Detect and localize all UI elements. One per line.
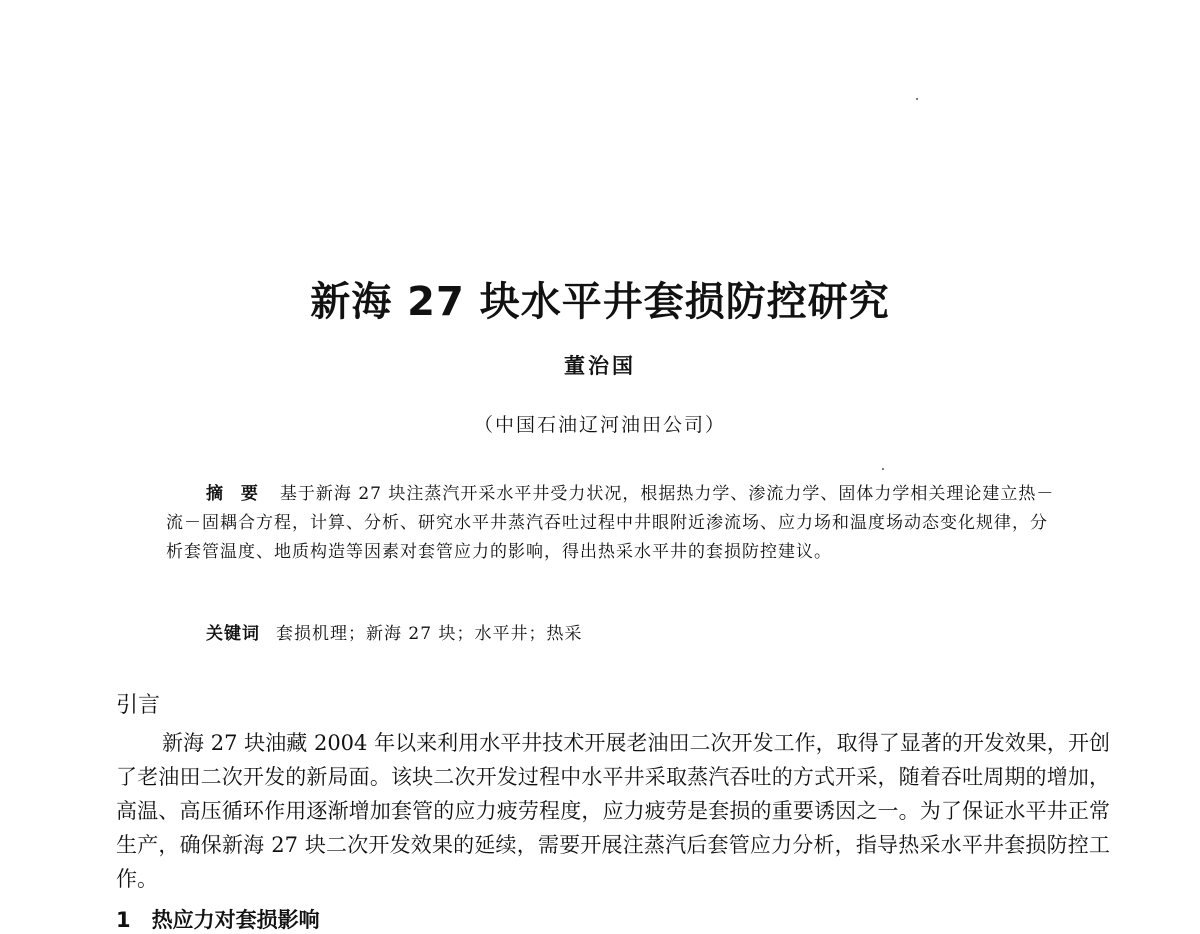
- intro-paragraph: 新海 27 块油藏 2004 年以来利用水平井技术开展老油田二次开发工作，取得了显著的开发效果，开创了老油田二次开发的新局面。该块二次开发过程中水平井采取蒸汽吞吐的方式开采，随着吞吐周期的增加，高温、高压循环作用逐渐增加套管的应力疲劳程度，应力疲劳是套损的重要诱因之一。为了保证水平井正常生产，确保新海 27 块二次开发效果的延续，需要开展注蒸汽后套管应力分析，指导热采水平井套损防控工作。: [116, 731, 1110, 891]
- abstract-text: 基于新海 27 块注蒸汽开采水平井受力状况，根据热力学、渗流力学、固体力学相关理论建立热－流－固耦合方程，计算、分析、研究水平井蒸汽吞吐过程中井眼附近渗流场、应力场和温度场动态变化规律，分析套管温度、地质构造等因素对套管应力的影响，得出热采水平井的套损防控建议。: [166, 484, 1055, 562]
- scan-speck: [882, 468, 884, 470]
- section-1-heading: 1 热应力对套损影响: [116, 908, 320, 932]
- scan-speck: [916, 98, 918, 100]
- abstract-label: 摘 要: [206, 484, 264, 504]
- keywords-text: 套损机理；新海 27 块；水平井；热采: [276, 624, 583, 644]
- abstract-block: [166, 480, 1056, 567]
- paper-title: 新海 27 块水平井套损防控研究: [310, 279, 890, 325]
- keywords-block: [206, 619, 582, 644]
- author-affiliation: （中国石油辽河油田公司）: [473, 414, 726, 436]
- intro-heading: 引言: [116, 693, 161, 718]
- author-name: 董治国: [564, 353, 636, 378]
- keywords-label: 关键词: [206, 624, 260, 644]
